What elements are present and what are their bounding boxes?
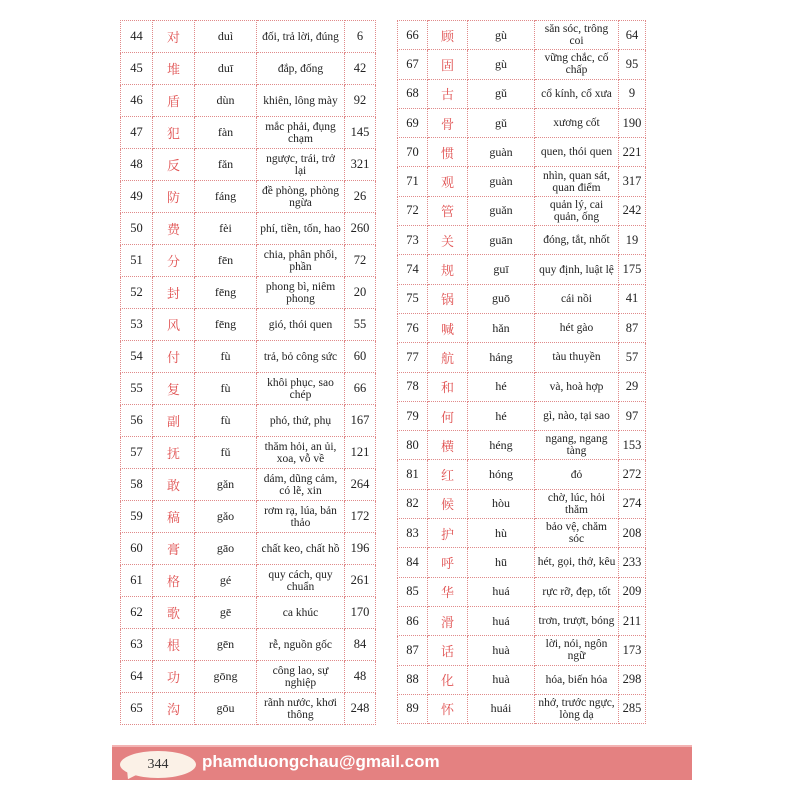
meaning: quy cách, quy chuẩn — [257, 565, 345, 597]
frequency-rank: 173 — [619, 636, 646, 665]
pinyin: hù — [468, 519, 535, 548]
table-row — [121, 85, 376, 117]
hanzi-character: 航 — [428, 343, 468, 372]
table-row — [398, 489, 646, 518]
pinyin: guàn — [468, 138, 535, 167]
meaning: và, hoà hợp — [535, 372, 619, 401]
table-row — [121, 597, 376, 629]
table-row — [121, 405, 376, 437]
frequency-rank: 172 — [345, 501, 376, 533]
entry-number: 74 — [398, 255, 428, 284]
table-row — [121, 341, 376, 373]
hanzi-character: 抚 — [153, 437, 195, 469]
frequency-rank: 221 — [619, 138, 646, 167]
table-row — [121, 213, 376, 245]
table-row — [121, 565, 376, 597]
pinyin: fēng — [195, 277, 257, 309]
meaning: gió, thói quen — [257, 309, 345, 341]
meaning: ngang, ngang tàng — [535, 431, 619, 460]
entry-number: 58 — [121, 469, 153, 501]
pinyin: guī — [468, 255, 535, 284]
table-row — [398, 196, 646, 225]
entry-number: 84 — [398, 548, 428, 577]
hanzi-character: 稿 — [153, 501, 195, 533]
pinyin: fèi — [195, 213, 257, 245]
meaning: bảo vệ, chăm sóc — [535, 519, 619, 548]
hanzi-character: 防 — [153, 181, 195, 213]
frequency-rank: 87 — [619, 313, 646, 342]
entry-number: 56 — [121, 405, 153, 437]
hanzi-character: 管 — [428, 196, 468, 225]
table-row — [398, 108, 646, 137]
pinyin: guǎn — [468, 196, 535, 225]
frequency-rank: 42 — [345, 53, 376, 85]
entry-number: 87 — [398, 636, 428, 665]
frequency-rank: 84 — [345, 629, 376, 661]
vocab-table-left — [120, 20, 376, 725]
frequency-rank: 41 — [619, 284, 646, 313]
table-row — [398, 50, 646, 79]
pinyin: guō — [468, 284, 535, 313]
pinyin: gǎo — [195, 501, 257, 533]
meaning: săn sóc, trông coi — [535, 21, 619, 50]
hanzi-character: 对 — [153, 21, 195, 53]
pinyin: huà — [468, 665, 535, 694]
table-row — [398, 431, 646, 460]
meaning: đề phòng, phòng ngừa — [257, 181, 345, 213]
hanzi-character: 惯 — [428, 138, 468, 167]
meaning: phó, thứ, phụ — [257, 405, 345, 437]
meaning: mắc phải, đụng chạm — [257, 117, 345, 149]
pinyin: fù — [195, 405, 257, 437]
entry-number: 73 — [398, 226, 428, 255]
meaning: rãnh nước, khơi thông — [257, 693, 345, 725]
entry-number: 50 — [121, 213, 153, 245]
meaning: đắp, đống — [257, 53, 345, 85]
pinyin: gù — [468, 21, 535, 50]
table-row — [398, 167, 646, 196]
pinyin: hū — [468, 548, 535, 577]
entry-number: 53 — [121, 309, 153, 341]
frequency-rank: 211 — [619, 606, 646, 635]
hanzi-character: 呼 — [428, 548, 468, 577]
frequency-rank: 145 — [345, 117, 376, 149]
meaning: đóng, tắt, nhốt — [535, 226, 619, 255]
hanzi-character: 格 — [153, 565, 195, 597]
table-row — [121, 309, 376, 341]
table-row — [121, 533, 376, 565]
meaning: rực rỡ, đẹp, tốt — [535, 577, 619, 606]
hanzi-character: 堆 — [153, 53, 195, 85]
pinyin: hé — [468, 401, 535, 430]
pinyin: huá — [468, 606, 535, 635]
entry-number: 68 — [398, 79, 428, 108]
frequency-rank: 95 — [619, 50, 646, 79]
meaning: ngược, trái, trở lại — [257, 149, 345, 181]
entry-number: 66 — [398, 21, 428, 50]
table-row — [121, 501, 376, 533]
hanzi-character: 喊 — [428, 313, 468, 342]
hanzi-character: 固 — [428, 50, 468, 79]
pinyin: fù — [195, 341, 257, 373]
table-row — [121, 373, 376, 405]
meaning: nhìn, quan sát, quan điểm — [535, 167, 619, 196]
table-row — [121, 437, 376, 469]
meaning: cái nồi — [535, 284, 619, 313]
pinyin: hóng — [468, 460, 535, 489]
meaning: chờ, lúc, hỏi thăm — [535, 489, 619, 518]
frequency-rank: 66 — [345, 373, 376, 405]
hanzi-character: 盾 — [153, 85, 195, 117]
table-row — [121, 117, 376, 149]
pinyin: dùn — [195, 85, 257, 117]
vocab-table-left-body — [121, 21, 376, 725]
entry-number: 77 — [398, 343, 428, 372]
pinyin: gù — [468, 50, 535, 79]
meaning: phí, tiền, tốn, hao — [257, 213, 345, 245]
table-row — [398, 636, 646, 665]
author-email: phamduongchau@gmail.com — [202, 752, 440, 771]
hanzi-character: 反 — [153, 149, 195, 181]
entry-number: 48 — [121, 149, 153, 181]
frequency-rank: 261 — [345, 565, 376, 597]
pinyin: fù — [195, 373, 257, 405]
frequency-rank: 321 — [345, 149, 376, 181]
entry-number: 88 — [398, 665, 428, 694]
entry-number: 85 — [398, 577, 428, 606]
entry-number: 72 — [398, 196, 428, 225]
meaning: quản lý, cai quản, ống — [535, 196, 619, 225]
pinyin: héng — [468, 431, 535, 460]
hanzi-character: 关 — [428, 226, 468, 255]
frequency-rank: 29 — [619, 372, 646, 401]
hanzi-character: 何 — [428, 401, 468, 430]
hanzi-character: 敢 — [153, 469, 195, 501]
table-row — [398, 343, 646, 372]
entry-number: 78 — [398, 372, 428, 401]
meaning: ca khúc — [257, 597, 345, 629]
frequency-rank: 26 — [345, 181, 376, 213]
meaning: đối, trả lời, đúng — [257, 21, 345, 53]
pinyin: guān — [468, 226, 535, 255]
hanzi-character: 规 — [428, 255, 468, 284]
pinyin: fēn — [195, 245, 257, 277]
hanzi-character: 复 — [153, 373, 195, 405]
meaning: rơm rạ, lúa, bản thảo — [257, 501, 345, 533]
frequency-rank: 175 — [619, 255, 646, 284]
hanzi-character: 护 — [428, 519, 468, 548]
hanzi-character: 犯 — [153, 117, 195, 149]
entry-number: 76 — [398, 313, 428, 342]
frequency-rank: 167 — [345, 405, 376, 437]
meaning: cổ kính, cổ xưa — [535, 79, 619, 108]
pinyin: háng — [468, 343, 535, 372]
entry-number: 44 — [121, 21, 153, 53]
pinyin: gǔ — [468, 108, 535, 137]
entry-number: 70 — [398, 138, 428, 167]
table-row — [121, 661, 376, 693]
meaning: hét, gọi, thở, kêu — [535, 548, 619, 577]
pinyin: hǎn — [468, 313, 535, 342]
pinyin: gōu — [195, 693, 257, 725]
frequency-rank: 9 — [619, 79, 646, 108]
table-row — [121, 181, 376, 213]
entry-number: 57 — [121, 437, 153, 469]
entry-number: 52 — [121, 277, 153, 309]
frequency-rank: 57 — [619, 343, 646, 372]
vocab-table-right — [397, 20, 646, 724]
frequency-rank: 55 — [345, 309, 376, 341]
meaning: trả, bỏ công sức — [257, 341, 345, 373]
entry-number: 59 — [121, 501, 153, 533]
entry-number: 46 — [121, 85, 153, 117]
entry-number: 51 — [121, 245, 153, 277]
pinyin: fàn — [195, 117, 257, 149]
pinyin: gōng — [195, 661, 257, 693]
hanzi-character: 滑 — [428, 606, 468, 635]
hanzi-character: 风 — [153, 309, 195, 341]
frequency-rank: 317 — [619, 167, 646, 196]
frequency-rank: 242 — [619, 196, 646, 225]
table-row — [398, 401, 646, 430]
table-row — [398, 694, 646, 723]
meaning: xương cốt — [535, 108, 619, 137]
entry-number: 82 — [398, 489, 428, 518]
frequency-rank: 60 — [345, 341, 376, 373]
entry-number: 69 — [398, 108, 428, 137]
hanzi-character: 膏 — [153, 533, 195, 565]
frequency-rank: 72 — [345, 245, 376, 277]
page-number: 344 — [120, 751, 196, 778]
pinyin: fǔ — [195, 437, 257, 469]
pinyin: hòu — [468, 489, 535, 518]
frequency-rank: 260 — [345, 213, 376, 245]
pinyin: guàn — [468, 167, 535, 196]
hanzi-character: 付 — [153, 341, 195, 373]
table-row — [121, 469, 376, 501]
meaning: chia, phân phối, phần — [257, 245, 345, 277]
frequency-rank: 264 — [345, 469, 376, 501]
entry-number: 75 — [398, 284, 428, 313]
table-row — [398, 372, 646, 401]
meaning: nhớ, trước ngực, lòng dạ — [535, 694, 619, 723]
meaning: khôi phục, sao chép — [257, 373, 345, 405]
meaning: gì, nào, tại sao — [535, 401, 619, 430]
entry-number: 60 — [121, 533, 153, 565]
frequency-rank: 285 — [619, 694, 646, 723]
hanzi-character: 功 — [153, 661, 195, 693]
table-row — [121, 277, 376, 309]
hanzi-character: 怀 — [428, 694, 468, 723]
table-row — [121, 693, 376, 725]
frequency-rank: 64 — [619, 21, 646, 50]
frequency-rank: 121 — [345, 437, 376, 469]
frequency-rank: 170 — [345, 597, 376, 629]
table-row — [398, 255, 646, 284]
meaning: hét gào — [535, 313, 619, 342]
meaning: chất keo, chất hồ — [257, 533, 345, 565]
pinyin: duī — [195, 53, 257, 85]
entry-number: 63 — [121, 629, 153, 661]
entry-number: 64 — [121, 661, 153, 693]
hanzi-character: 红 — [428, 460, 468, 489]
table-row — [121, 53, 376, 85]
hanzi-character: 根 — [153, 629, 195, 661]
pinyin: gēn — [195, 629, 257, 661]
table-row — [398, 460, 646, 489]
meaning: thăm hỏi, an ủi, xoa, vỗ về — [257, 437, 345, 469]
pinyin: hé — [468, 372, 535, 401]
pinyin: huà — [468, 636, 535, 665]
table-row — [398, 138, 646, 167]
pinyin: gé — [195, 565, 257, 597]
frequency-rank: 6 — [345, 21, 376, 53]
meaning: khiên, lông mày — [257, 85, 345, 117]
hanzi-character: 顾 — [428, 21, 468, 50]
meaning: đỏ — [535, 460, 619, 489]
table-row — [121, 629, 376, 661]
entry-number: 45 — [121, 53, 153, 85]
entry-number: 89 — [398, 694, 428, 723]
frequency-rank: 190 — [619, 108, 646, 137]
hanzi-character: 封 — [153, 277, 195, 309]
entry-number: 81 — [398, 460, 428, 489]
pinyin: fáng — [195, 181, 257, 213]
hanzi-character: 分 — [153, 245, 195, 277]
frequency-rank: 298 — [619, 665, 646, 694]
entry-number: 47 — [121, 117, 153, 149]
meaning: rễ, nguồn gốc — [257, 629, 345, 661]
hanzi-character: 骨 — [428, 108, 468, 137]
hanzi-character: 化 — [428, 665, 468, 694]
entry-number: 54 — [121, 341, 153, 373]
hanzi-character: 横 — [428, 431, 468, 460]
frequency-rank: 153 — [619, 431, 646, 460]
frequency-rank: 97 — [619, 401, 646, 430]
entry-number: 79 — [398, 401, 428, 430]
table-row — [398, 284, 646, 313]
hanzi-character: 沟 — [153, 693, 195, 725]
frequency-rank: 92 — [345, 85, 376, 117]
table-row — [398, 577, 646, 606]
hanzi-character: 话 — [428, 636, 468, 665]
table-row — [398, 226, 646, 255]
pinyin: huá — [468, 577, 535, 606]
frequency-rank: 48 — [345, 661, 376, 693]
meaning: hóa, biến hóa — [535, 665, 619, 694]
entry-number: 67 — [398, 50, 428, 79]
pinyin: duì — [195, 21, 257, 53]
frequency-rank: 233 — [619, 548, 646, 577]
frequency-rank: 196 — [345, 533, 376, 565]
frequency-rank: 248 — [345, 693, 376, 725]
entry-number: 49 — [121, 181, 153, 213]
entry-number: 83 — [398, 519, 428, 548]
pinyin: huái — [468, 694, 535, 723]
entry-number: 61 — [121, 565, 153, 597]
entry-number: 86 — [398, 606, 428, 635]
meaning: quen, thói quen — [535, 138, 619, 167]
frequency-rank: 19 — [619, 226, 646, 255]
hanzi-character: 锅 — [428, 284, 468, 313]
table-row — [398, 21, 646, 50]
hanzi-character: 华 — [428, 577, 468, 606]
meaning: vững chắc, cố chấp — [535, 50, 619, 79]
meaning: quy định, luật lệ — [535, 255, 619, 284]
pinyin: gē — [195, 597, 257, 629]
table-row — [121, 21, 376, 53]
table-row — [398, 665, 646, 694]
pinyin: gǎn — [195, 469, 257, 501]
table-row — [398, 548, 646, 577]
entry-number: 80 — [398, 431, 428, 460]
table-row — [121, 149, 376, 181]
table-row — [121, 245, 376, 277]
hanzi-character: 候 — [428, 489, 468, 518]
entry-number: 62 — [121, 597, 153, 629]
entry-number: 71 — [398, 167, 428, 196]
meaning: phong bì, niêm phong — [257, 277, 345, 309]
pinyin: gǔ — [468, 79, 535, 108]
meaning: lời, nói, ngôn ngữ — [535, 636, 619, 665]
vocab-table-right-body — [398, 21, 646, 724]
table-row — [398, 79, 646, 108]
pinyin: fēng — [195, 309, 257, 341]
hanzi-character: 费 — [153, 213, 195, 245]
meaning: tàu thuyền — [535, 343, 619, 372]
hanzi-character: 歌 — [153, 597, 195, 629]
entry-number: 55 — [121, 373, 153, 405]
pinyin: fǎn — [195, 149, 257, 181]
table-row — [398, 606, 646, 635]
meaning: dám, dũng cảm, có lẽ, xin — [257, 469, 345, 501]
pinyin: gāo — [195, 533, 257, 565]
hanzi-character: 古 — [428, 79, 468, 108]
meaning: trơn, trượt, bóng — [535, 606, 619, 635]
frequency-rank: 272 — [619, 460, 646, 489]
table-row — [398, 313, 646, 342]
hanzi-character: 观 — [428, 167, 468, 196]
table-row — [398, 519, 646, 548]
frequency-rank: 209 — [619, 577, 646, 606]
frequency-rank: 208 — [619, 519, 646, 548]
entry-number: 65 — [121, 693, 153, 725]
hanzi-character: 副 — [153, 405, 195, 437]
meaning: công lao, sự nghiệp — [257, 661, 345, 693]
frequency-rank: 20 — [345, 277, 376, 309]
frequency-rank: 274 — [619, 489, 646, 518]
hanzi-character: 和 — [428, 372, 468, 401]
